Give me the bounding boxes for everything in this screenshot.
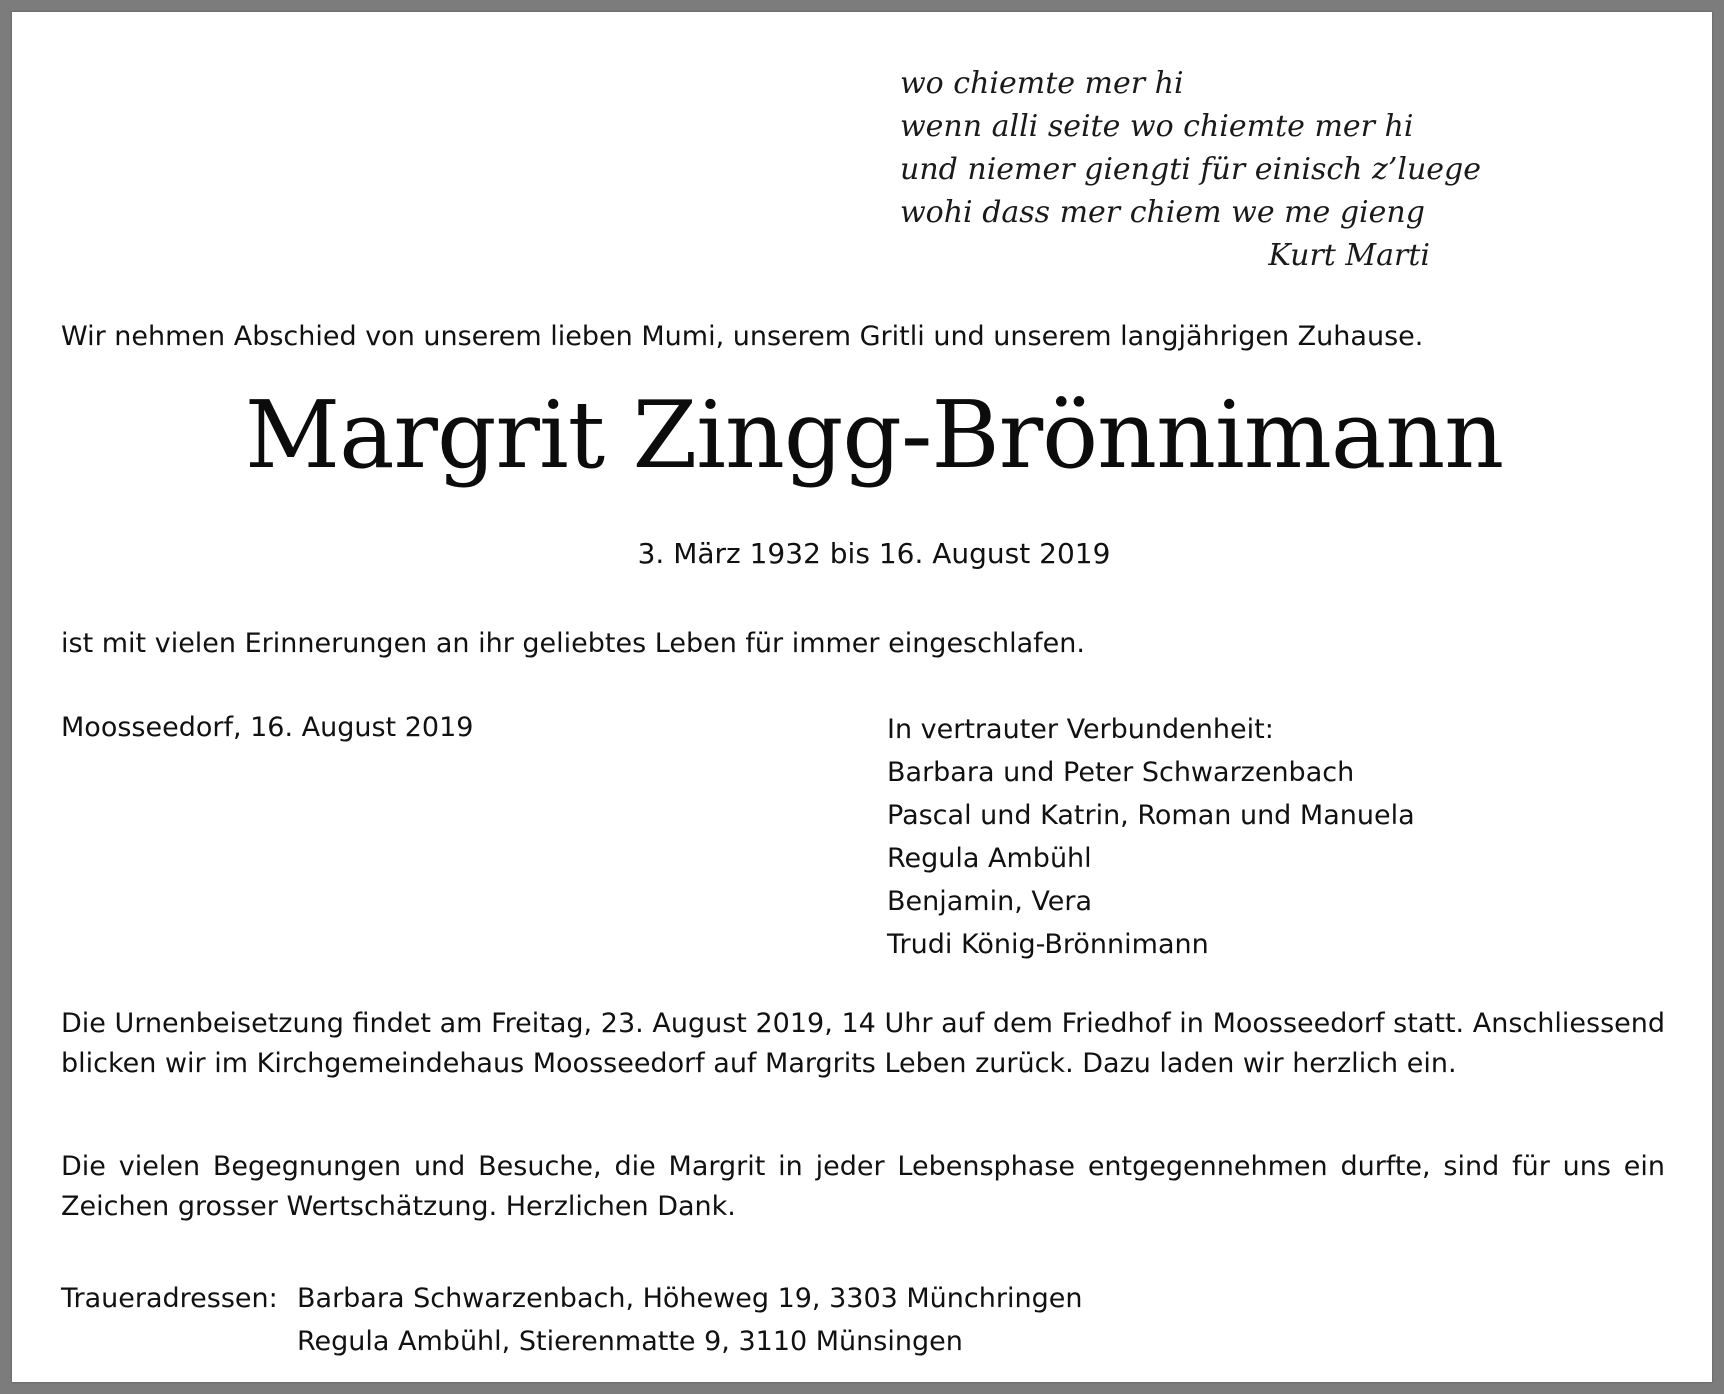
poem-author: Kurt Marti [1268,238,1430,273]
life-dates: 3. März 1932 bis 16. August 2019 [637,537,1111,570]
poem [900,62,1481,277]
family-member: Pascal und Katrin, Roman und Manuela [887,800,1415,831]
passing-statement: ist mit vielen Erinnerungen an ihr geliebtes Leben für immer eingeschlafen. [61,628,1085,659]
address-row [61,1320,1082,1363]
deceased-name: Margrit Zingg-Brönnimann [244,381,1504,489]
burial-paragraph: Die Urnenbeisetzung findet am Freitag, 23. August 2019, 14 Uhr auf dem Friedhof in Moosseedorf statt. Anschliessend blicken wir im Kirchgemeindehaus Moosseedorf auf Margrits Leben zurück. Dazu laden wir herzlich ein. [61,1008,1665,1079]
addresses-label: Traueradressen: [61,1283,278,1314]
family-member: Trudi König-Brönnimann [887,929,1209,960]
place-date: Moosseedorf, 16. August 2019 [61,712,474,743]
poem-line: wo chiemte mer hi [900,66,1184,101]
family-list [887,708,1607,966]
family-member: Benjamin, Vera [887,886,1093,917]
poem-line: wohi dass mer chiem we me gieng [900,195,1425,230]
address-entry: Regula Ambühl, Stierenmatte 9, 3110 Münsingen [297,1326,963,1357]
family-member: Regula Ambühl [887,843,1092,874]
family-heading: In vertrauter Verbundenheit: [887,714,1274,745]
thanks-paragraph: Die vielen Begegnungen und Besuche, die Margrit in jeder Lebensphase entgegennehmen durfte, sind für uns ein Zeichen grosser Wertschätzung. Herzlichen Dank. [61,1151,1665,1222]
family-member: Barbara und Peter Schwarzenbach [887,757,1355,788]
mourning-addresses [61,1277,1082,1363]
address-entry: Barbara Schwarzenbach, Höheweg 19, 3303 Münchringen [297,1283,1083,1314]
intro-text: Wir nehmen Abschied von unserem lieben Mumi, unserem Gritli und unserem langjährigen Zuhause. [61,321,1424,352]
addresses-label-spacer [61,1320,297,1363]
obituary-notice [12,12,1712,1382]
poem-line: und niemer giengti für einisch z’luege [900,152,1481,187]
address-row [61,1277,1082,1320]
poem-line: wenn alli seite wo chiemte mer hi [900,109,1414,144]
